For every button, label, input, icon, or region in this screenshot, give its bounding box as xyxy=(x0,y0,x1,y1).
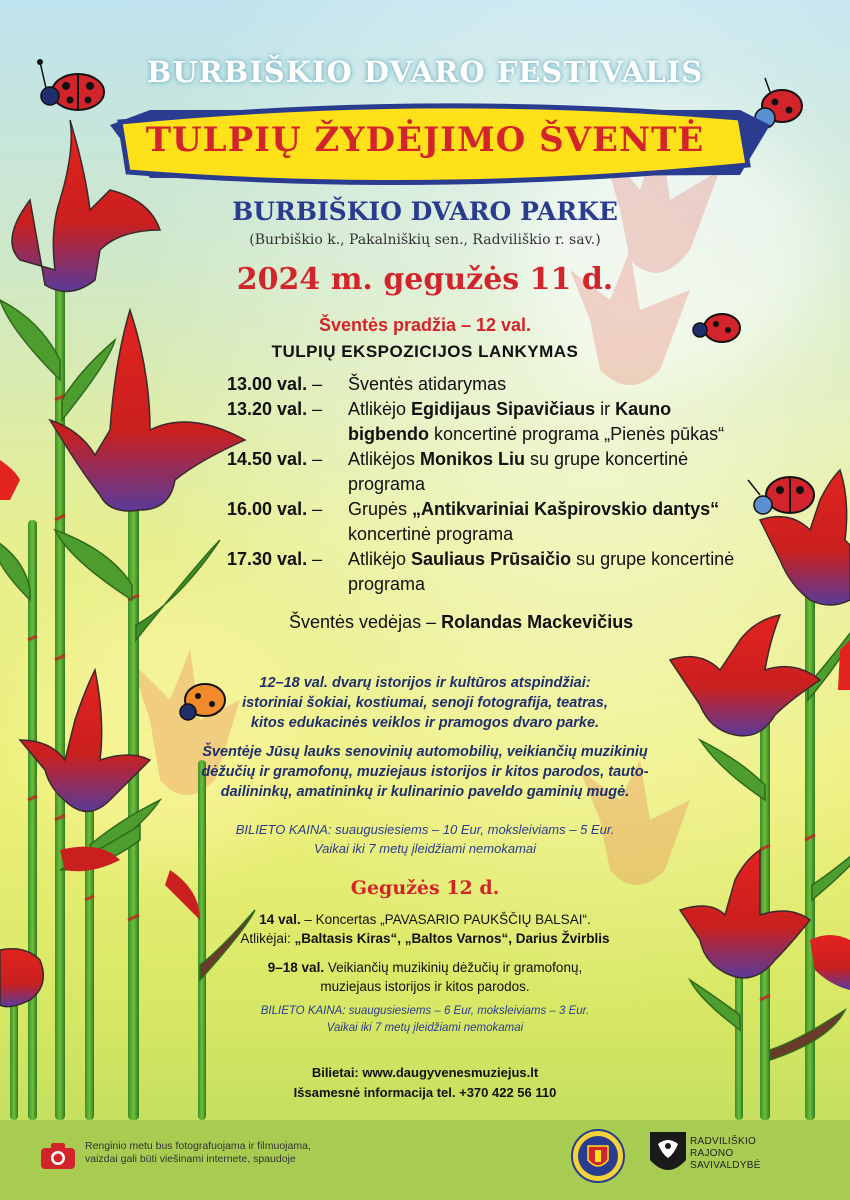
municipality-logo-icon xyxy=(648,1130,688,1180)
start-time: Šventės pradžia – 12 val. xyxy=(318,315,532,335)
ticket-price-day1: BILIETO KAINA: suaugusiesiems – 10 Eur, moksleiviams – 5 Eur. Vaikai iki 7 metų įleidžiami nemokamai xyxy=(235,822,615,856)
schedule-time: 13.20 val. – xyxy=(227,399,323,419)
day2-concert: 14 val. – Koncertas „PAVASARIO PAUKŠČIŲ BALSAI“. Atlikėjai: „Baltasis Kiras“, „Baltos Varnos“, Darius Žvirblis xyxy=(240,912,610,946)
photo-notice: Renginio metu bus fotografuojama ir filmuojama, vaizdai gali būti viešinami internete, spaudoje xyxy=(85,1140,311,1165)
history-activities: 12–18 val. dvarų istorijos ir kultūros atspindžiai: istoriniai šokiai, kostiumai, senoji fotografija, teatras, kitos edukacinės veiklos ir pramogos dvaro parke. xyxy=(242,675,608,731)
schedule-time: 14.50 val. – xyxy=(227,449,323,469)
day1-schedule xyxy=(227,372,747,597)
fair-info: Šventėje Jūsų lauks senovinių automobilių, veikiančių muzikinių dėžučių ir gramofonų, muziejaus istorijos ir kitos parodos, tauto- dailininkų, amatininkų ir kulinarinio paveldo gaminių mugė. xyxy=(201,744,649,800)
schedule-item xyxy=(227,447,747,497)
phone-number[interactable]: +370 422 56 110 xyxy=(459,1085,557,1100)
tickets-link[interactable]: www.daugyvenesmuziejus.lt xyxy=(362,1065,539,1080)
camera-icon xyxy=(40,1142,76,1170)
schedule-description: Grupės „Antikvariniai Kašpirovskio dantys“ koncertinė programa xyxy=(348,499,720,544)
schedule-description: Atlikėjo Egidijaus Sipavičiaus ir Kauno bigbendo koncertinė programa „Pienės pūkas“ xyxy=(348,399,725,444)
expo-heading: TULPIŲ EKSPOZICIJOS LANKYMAS xyxy=(271,342,579,361)
day2-date: Gegužės 12 d. xyxy=(350,877,500,899)
schedule-description: Atlikėjos Monikos Liu su grupe koncertinė programa xyxy=(348,449,689,494)
contacts: Bilietai: www.daugyvenesmuziejus.lt Išsamesnė informacija tel. +370 422 56 110 xyxy=(293,1065,557,1100)
event-host: Šventės vedėjas – Rolandas Mackevičius xyxy=(289,612,634,632)
event-location: BURBIŠKIO DVARO PARKE xyxy=(232,197,618,226)
schedule-item xyxy=(227,497,747,547)
coat-of-arms-icon xyxy=(570,1128,626,1184)
schedule-time: 16.00 val. – xyxy=(227,499,323,519)
event-date: 2024 m. gegužės 11 d. xyxy=(236,262,614,297)
schedule-description: Atlikėjo Sauliaus Prūsaičio su grupe koncertinė programa xyxy=(348,549,735,594)
day2-exhibition: 9–18 val. Veikiančių muzikinių dėžučių ir gramofonų, muziejaus istorijos ir kitos parodos. xyxy=(267,960,583,994)
event-address: (Burbiškio k., Pakalniškių sen., Radviliškio r. sav.) xyxy=(249,232,601,248)
schedule-item xyxy=(227,372,747,397)
event-title: TULPIŲ ŽYDĖJIMO ŠVENTĖ xyxy=(145,120,705,160)
festival-name: BURBIŠKIO DVARO FESTIVALIS xyxy=(146,55,704,89)
schedule-item xyxy=(227,547,747,597)
municipality-name: RADVILIŠKIO RAJONO SAVIVALDYBĖ xyxy=(690,1136,761,1171)
schedule-description: Šventės atidarymas xyxy=(348,374,507,394)
schedule-item xyxy=(227,397,747,447)
schedule-time: 13.00 val. – xyxy=(227,374,323,394)
schedule-time: 17.30 val. – xyxy=(227,549,323,569)
footer xyxy=(0,1120,850,1200)
ticket-price-day2: BILIETO KAINA: suaugusiesiems – 6 Eur, moksleiviams – 3 Eur. Vaikai iki 7 metų įleidžiami nemokamai xyxy=(260,1005,590,1034)
